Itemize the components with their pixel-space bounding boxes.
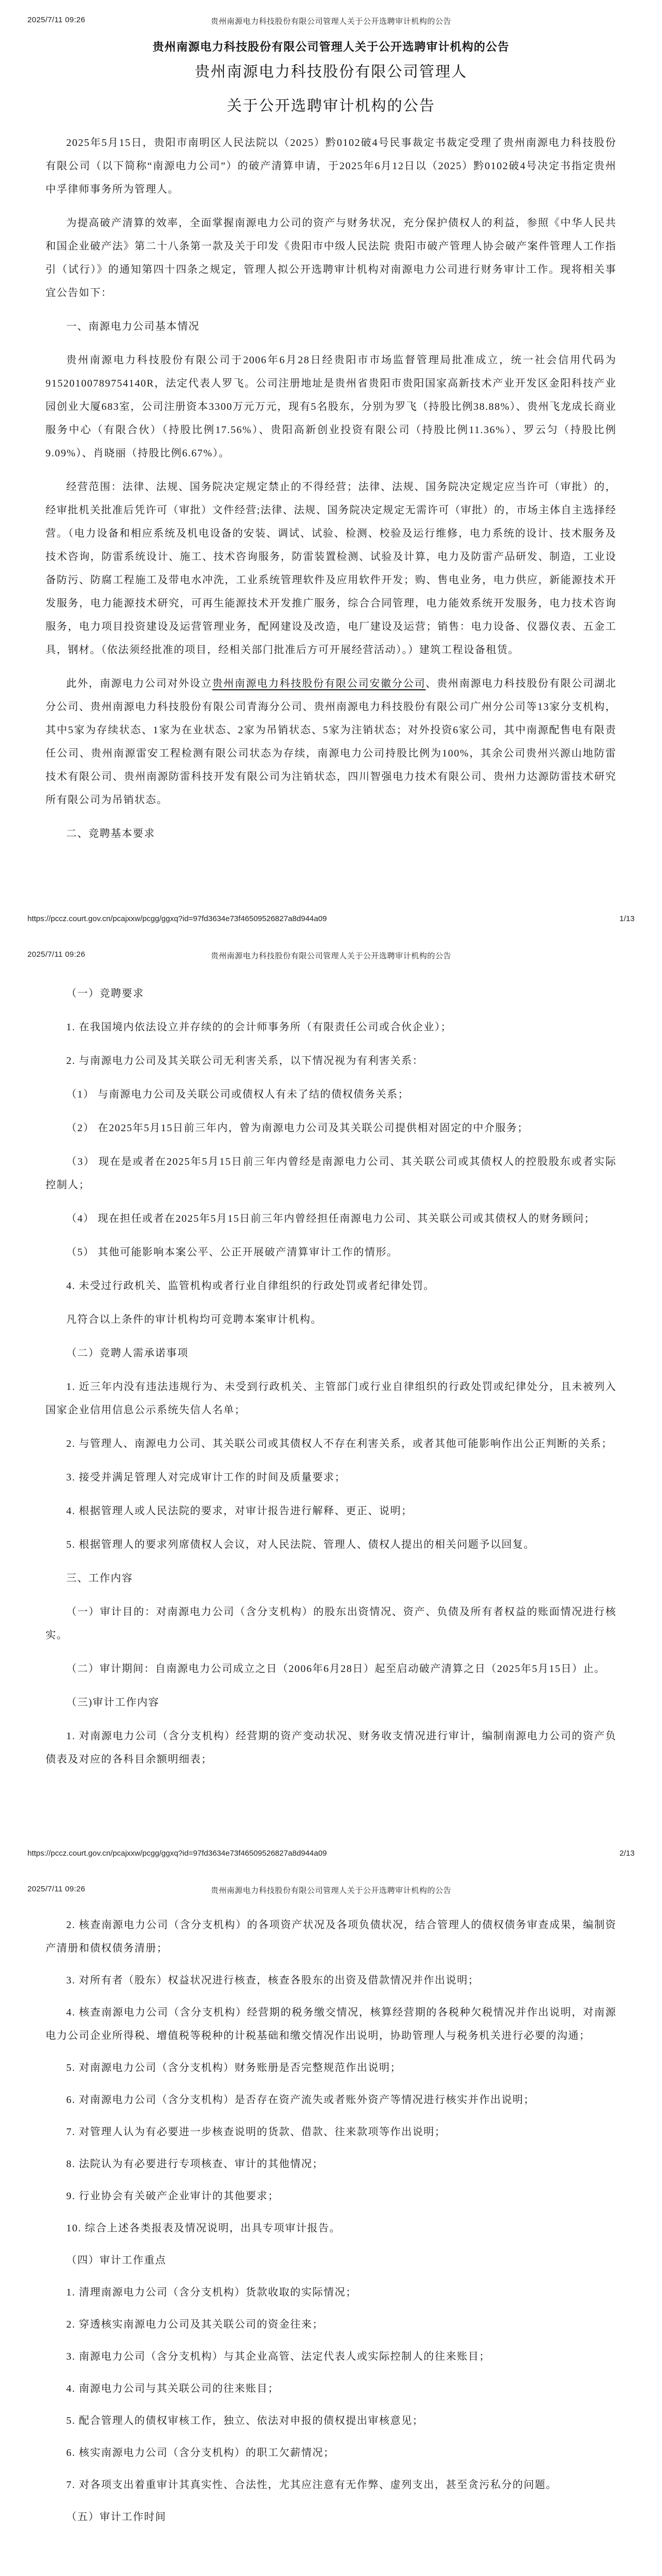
paragraph: 10. 综合上述各类报表及情况说明，出具专项审计报告。 bbox=[66, 2223, 341, 2234]
paragraph bbox=[46, 672, 616, 812]
section-heading: （二）竞聘人需承诺事项 bbox=[66, 1348, 189, 1359]
paragraph: 凡符合以上条件的审计机构均可竞聘本案审计机构。 bbox=[66, 1314, 322, 1325]
page-content bbox=[46, 982, 616, 1771]
header-timestamp: 2025/7/11 09:26 bbox=[27, 16, 85, 24]
section-heading: 二、竞聘基本要求 bbox=[66, 828, 155, 839]
header-timestamp: 2025/7/11 09:26 bbox=[27, 950, 85, 959]
paragraph: （一）审计目的：对南源电力公司（含分支机构）的股东出资情况、资产、负债及所有者权益的账面情况进行核实。 bbox=[46, 1606, 616, 1641]
paragraph: 1. 近三年内没有违法违规行为、未受到行政机关、主管部门或行业自律组织的行政处罚或纪律处分，且未被列入国家企业信用信息公示系统失信人名单； bbox=[46, 1381, 616, 1416]
paragraph: 1. 对南源电力公司（含分支机构）经营期的资产变动状况、财务收支情况进行审计，编制南源电力公司的资产负债表及对应的各科目余额明细表； bbox=[46, 1730, 616, 1765]
page-header-title: 贵州南源电力科技股份有限公司管理人关于公开选聘审计机构的公告 bbox=[210, 952, 452, 960]
document-title-bold: 贵州南源电力科技股份有限公司管理人关于公开选聘审计机构的公告 bbox=[152, 40, 509, 53]
paragraph: （4） 现在担任或者在2025年5月15日前三年内曾经担任南源电力公司、其关联公司或其债权人的财务顾问； bbox=[66, 1213, 595, 1224]
footer-url: https://pccz.court.gov.cn/pcajxxw/pcgg/ggxq?id=97fd3634e73f46509526827a8d944a09 bbox=[27, 914, 327, 923]
paragraph: 3. 接受并满足管理人对完成审计工作的时间及质量要求； bbox=[66, 1472, 346, 1483]
paragraph: 2. 与管理人、南源电力公司、其关联公司或其债权人不存在利害关系，或者其他可能影响作出公正判断的关系； bbox=[66, 1438, 613, 1449]
section-heading: 三、工作内容 bbox=[66, 1573, 133, 1584]
paragraph: 为提高破产清算的效率，全面掌握南源电力公司的资产与财务状况，充分保护债权人的利益，参照《中华人民共和国企业破产法》第二十八条第一款及关于印发《贵阳市中级人民法院 贵阳市破产管理人协会破产案件管理人工作指引（试行）》的通知第四十四条之规定，管理人拟公开选聘审计机构对南源电力公司进行财务审计工作。现将相关事宜公告如下： bbox=[46, 217, 616, 299]
footer-page-number: 1/13 bbox=[619, 914, 635, 923]
paragraph: （二）审计期间：自南源电力公司成立之日（2006年6月28日）起至启动破产清算之日（2025年5月15日）止。 bbox=[66, 1663, 606, 1675]
section-heading: （三)审计工作内容 bbox=[66, 1697, 160, 1708]
paragraph: （3） 现在是或者在2025年5月15日前三年内曾经是南源电力公司、其关联公司或其债权人的控股股东或者实际控制人； bbox=[46, 1156, 616, 1191]
page-footer bbox=[27, 1849, 635, 1858]
paragraph: 6. 对南源电力公司（含分支机构）是否存在资产流失或者账外资产等情况进行核实并作出说明； bbox=[66, 2094, 535, 2106]
document-page bbox=[0, 0, 662, 935]
page-footer bbox=[27, 914, 635, 923]
text-run: 此外，南源电力公司对外设立 bbox=[66, 678, 213, 689]
document-page bbox=[0, 935, 662, 1869]
paragraph: 6. 核实南源电力公司（含分支机构）的职工欠薪情况； bbox=[66, 2447, 335, 2459]
paragraph: 8. 法院认为有必要进行专项核查、审计的其他情况； bbox=[66, 2158, 324, 2170]
section-heading: （五）审计工作时间 bbox=[66, 2511, 167, 2523]
document-title: 关于公开选聘审计机构的公告 bbox=[227, 98, 435, 114]
page-header bbox=[27, 1885, 635, 1896]
footer-page-number: 2/13 bbox=[619, 1849, 635, 1858]
document-page bbox=[0, 1869, 662, 2576]
page-content bbox=[46, 1914, 616, 2529]
text-run: 、贵州南源电力科技股份有限公司湖北分公司、贵州南源电力科技股份有限公司青海分公司、贵州南源电力科技股份有限公司广州分公司等13家分支机构，其中5家为存续状态、1家为在业状态、2家为吊销状态、5家为注销状态；对外投资6家公司，其中南源配售电有限责任公司、贵州南源雷安工程检测有限公司状态为存续，南源电力公司持股比例为100%，其余公司贵州兴源山地防雷技术有限公司、贵州南源防雷科技开发有限公司为注销状态，四川智强电力技术有限公司、贵州力达源防雷技术研究所有限公司为吊销状态。 bbox=[46, 678, 616, 806]
section-heading: （四）审计工作重点 bbox=[66, 2255, 167, 2266]
footer-url: https://pccz.court.gov.cn/pcajxxw/pcgg/ggxq?id=97fd3634e73f46509526827a8d944a09 bbox=[27, 1849, 327, 1858]
section-heading: 一、南源电力公司基本情况 bbox=[66, 321, 200, 332]
paragraph: 9. 行业协会有关破产企业审计的其他要求； bbox=[66, 2190, 279, 2202]
underlined-company-name: 贵州南源电力科技股份有限公司安徽分公司 bbox=[212, 678, 426, 689]
paragraph: （1） 与南源电力公司及关联公司或债权人有未了结的债权债务关系； bbox=[66, 1089, 409, 1100]
header-timestamp: 2025/7/11 09:26 bbox=[27, 1885, 85, 1893]
paragraph: 3. 南源电力公司（含分支机构）与其企业高管、法定代表人或实际控制人的往来账目； bbox=[66, 2351, 490, 2362]
paragraph: 4. 南源电力公司与其关联公司的往来账目； bbox=[66, 2383, 279, 2394]
paragraph: 5. 对南源电力公司（含分支机构）财务账册是否完整规范作出说明； bbox=[66, 2062, 401, 2074]
paragraph: 1. 清理南源电力公司（含分支机构）货款收取的实际情况； bbox=[66, 2287, 357, 2298]
page-header-title: 贵州南源电力科技股份有限公司管理人关于公开选聘审计机构的公告 bbox=[210, 1886, 452, 1895]
page-header-title: 贵州南源电力科技股份有限公司管理人关于公开选聘审计机构的公告 bbox=[210, 17, 452, 26]
page-header bbox=[27, 950, 635, 961]
paragraph: 2. 与南源电力公司及其关联公司无利害关系，以下情况视为有利害关系： bbox=[66, 1055, 424, 1067]
paragraph: （2） 在2025年5月15日前三年内，曾为南源电力公司及其关联公司提供相对固定的中介服务； bbox=[66, 1122, 529, 1134]
paragraph: 2. 核查南源电力公司（含分支机构）的各项资产状况及各项负债状况，结合管理人的债权债务审查成果，编制资产清册和债权债务清册； bbox=[46, 1919, 616, 1954]
paragraph: （5） 其他可能影响本案公平、公正开展破产清算审计工作的情形。 bbox=[66, 1247, 398, 1258]
page-header bbox=[27, 16, 635, 27]
paragraph: 4. 未受过行政机关、监管机构或者行业自律组织的行政处罚或者纪律处罚。 bbox=[66, 1280, 435, 1292]
paragraph: 2. 穿透核实南源电力公司及其关联公司的资金往来； bbox=[66, 2319, 324, 2330]
paragraph: 7. 对管理人认为有必要进一步核查说明的货款、借款、往来款项等作出说明； bbox=[66, 2126, 446, 2138]
paragraph: 5. 根据管理人的要求列席债权人会议，对人民法院、管理人、债权人提出的相关问题予以回复。 bbox=[66, 1539, 535, 1550]
paragraph: 7. 对各项支出着重审计其真实性、合法性，尤其应注意有无作弊、虚列支出，甚至贪污私分的问题。 bbox=[66, 2479, 557, 2491]
section-heading: （一）竞聘要求 bbox=[66, 988, 144, 999]
page-content bbox=[46, 39, 616, 846]
paragraph: 5. 配合管理人的债权审核工作，独立、依法对申报的债权提出审核意见； bbox=[66, 2415, 424, 2426]
paragraph: 经营范围：法律、法规、国务院决定规定禁止的不得经营；法律、法规、国务院决定规定应当许可（审批）的，经审批机关批准后凭许可（审批）文件经营;法律、法规、国务院决定规定无需许可（审批）的，市场主体自主选择经营。（电力设备和相应系统及机电设备的安装、调试、试验、检测、校验及运行维修，电力系统的设计、技术服务及技术咨询，防雷系统设计、施工、技术咨询服务，防雷装置检测、试验及计算，电力及防雷产品研发、制造，工业设备防污、防腐工程施工及带电水冲洗，工业系统管理软件及应用软件开发；购、售电业务，电力供应，新能源技术开发服务，电力能源技术研究，可再生能源技术开发推广服务，综合合同管理，电力能效系统开发服务，电力技术咨询服务，电力项目投资建设及运营管理业务，配网建设及改造，电厂建设及运营；销售：电力设备、仪器仪表、五金工具，钢材。（依法须经批准的项目，经相关部门批准后方可开展经营活动）。）建筑工程设备租赁。 bbox=[46, 481, 616, 656]
document-title: 贵州南源电力科技股份有限公司管理人 bbox=[194, 64, 468, 80]
paragraph: 贵州南源电力科技股份有限公司于2006年6月28日经贵阳市市场监督管理局批准成立，统一社会信用代码为91520100789754140R，法定代表人罗飞。公司注册地址是贵州省贵阳市贵阳国家高新技术产业开发区金阳科技产业园创业大厦683室，公司注册资本3300万元万元，现有5名股东，分别为罗飞（持股比例38.88%）、贵州飞龙成长商业服务中心（有限合伙）（持股比例17.56%）、贵阳高新创业投资有限公司（持股比例11.36%）、罗云匀（持股比例9.09%）、肖晓丽（持股比例6.67%）。 bbox=[46, 354, 616, 459]
paragraph: 2025年5月15日，贵阳市南明区人民法院以（2025）黔0102破4号民事裁定书裁定受理了贵州南源电力科技股份有限公司（以下简称“南源电力公司”）的破产清算申请，于2025年6月12日以（2025）黔0102破4号决定书指定贵州中孚律师事务所为管理人。 bbox=[46, 137, 616, 195]
paragraph: 3. 对所有者（股东）权益状况进行核查，核查各股东的出资及借款情况并作出说明； bbox=[66, 1975, 479, 1986]
paragraph: 4. 核查南源电力公司（含分支机构）经营期的税务缴交情况，核算经营期的各税种欠税情况并作出说明，对南源电力公司企业所得税、增值税等税种的计税基础和缴交情况作出说明，协助管理人与税务机关进行必要的沟通； bbox=[46, 2007, 616, 2041]
paragraph: 4. 根据管理人或人民法院的要求，对审计报告进行解释、更正、说明； bbox=[66, 1505, 413, 1517]
paragraph: 1. 在我国境内依法设立并存续的的会计师事务所（有限责任公司或合伙企业）； bbox=[66, 1021, 452, 1033]
